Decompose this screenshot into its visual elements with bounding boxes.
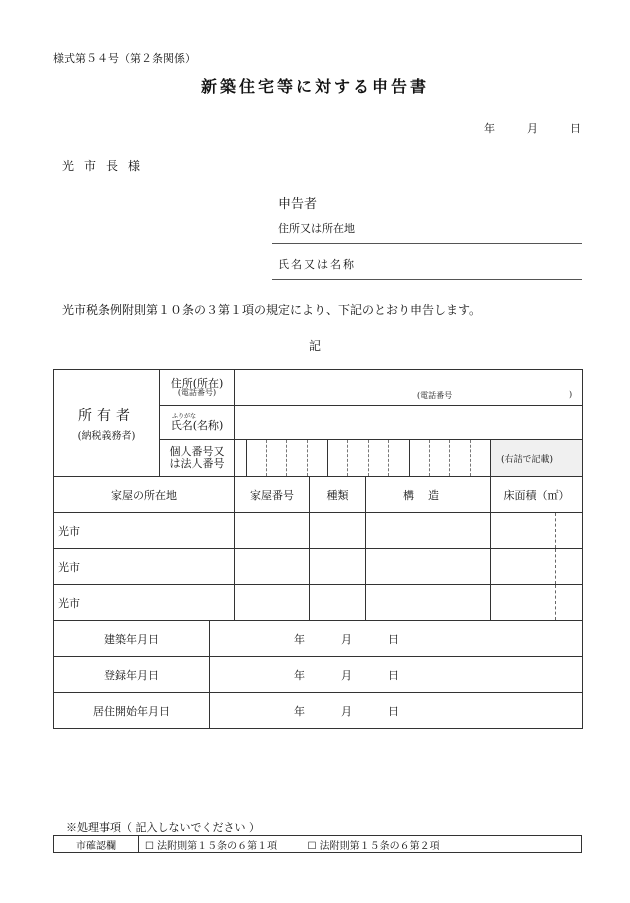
location-cell[interactable]: 光市 [54,585,235,621]
id-note-cell [491,440,583,477]
house-number-cell[interactable] [235,513,310,549]
table-row [54,513,583,549]
confirm-label: 市確認欄 [54,836,139,853]
date-row [54,621,583,657]
page-title: 新築住宅等に対する申告書 [200,77,429,96]
phone-field-label: (電話番号 [417,390,453,400]
id-number-label-cell [160,440,235,477]
owner-address-label: 住所(所在) [170,376,224,390]
date-month-label: 月 [341,668,352,682]
date-day-label: 日 [388,704,399,718]
header-floor-area: 床面積（㎡） [491,477,583,513]
type-cell[interactable] [310,549,366,585]
date-label: 建築年月日 [54,621,210,657]
applicant-name-line[interactable] [272,279,582,280]
date-month-label: 月 [341,632,352,646]
date-day-label: 日 [388,632,399,646]
date-month: 月 [527,122,538,135]
applicant-address-line[interactable] [272,243,582,244]
floor-area-decimal-cell[interactable] [556,585,583,621]
header-location: 家屋の所在地 [54,477,235,513]
owner-label-cell [54,370,160,477]
date-label: 居住開始年月日 [54,693,210,729]
applicant-name-label: 氏名又は名称 [278,258,356,271]
ki-heading: 記 [308,339,321,353]
declaration-text: 光市税条例附則第１０条の３第１項の規定により、下記のとおり申告します。 [62,303,482,317]
owner-address-label-cell [160,370,235,406]
owner-name-label-cell [160,406,235,440]
processing-note: ※処理事項（ 記入しないでください ） [66,821,260,834]
floor-area-cell[interactable] [491,549,556,585]
owner-name-label: 氏名(名称) [170,418,224,432]
table-row [54,585,583,621]
id-label-2: は法人番号 [169,457,225,470]
addressee: 光市長様 [62,159,151,173]
date-row [54,693,583,729]
id-label-1: 個人番号又 [169,445,225,459]
date-day: 日 [570,122,581,135]
owner-phone-label: (電話番号) [177,388,217,398]
floor-area-decimal-cell[interactable] [556,513,583,549]
header-house-number: 家屋番号 [235,477,310,513]
date-year-label: 年 [294,668,305,682]
structure-cell[interactable] [366,549,491,585]
date-month-label: 月 [341,704,352,718]
house-number-cell[interactable] [235,549,310,585]
structure-cell[interactable] [366,585,491,621]
main-form-table [53,369,583,729]
header-type: 種類 [310,477,366,513]
date-input[interactable] [210,693,583,729]
form-number: 様式第５４号（第２条関係） [53,52,196,65]
phone-field-close: ) [568,389,573,399]
house-number-cell[interactable] [235,585,310,621]
processing-table [53,835,582,853]
floor-area-cell[interactable] [491,513,556,549]
id-number-boxes[interactable] [235,440,491,477]
date-input[interactable] [210,657,583,693]
floor-area-decimal-cell[interactable] [556,549,583,585]
owner-sublabel: (納税義務者) [77,430,136,442]
date-row [54,657,583,693]
location-cell[interactable]: 光市 [54,513,235,549]
date-input[interactable] [210,621,583,657]
date-label: 登録年月日 [54,657,210,693]
option-clause-2[interactable]: ☐ 法附則第１５条の６第２項 [307,840,440,852]
floor-area-cell[interactable] [491,585,556,621]
applicant-heading: 申告者 [278,197,318,212]
id-note: (右詰で記載) [501,454,554,465]
owner-label: 所有者 [78,407,135,424]
table-row [54,549,583,585]
applicant-address-label: 住所又は所在地 [278,222,355,235]
option-clause-1[interactable]: ☐ 法附則第１５条の６第１項 [145,840,278,852]
owner-name-input[interactable] [235,406,583,440]
date-year-label: 年 [294,632,305,646]
date-year-label: 年 [294,704,305,718]
date-day-label: 日 [388,668,399,682]
location-cell[interactable]: 光市 [54,549,235,585]
owner-address-input[interactable] [235,370,583,406]
header-structure: 構造 [366,477,491,513]
furigana-label: ふりがな [172,412,197,420]
processing-options [139,836,582,853]
type-cell[interactable] [310,513,366,549]
date-year: 年 [484,122,495,135]
type-cell[interactable] [310,585,366,621]
structure-cell[interactable] [366,513,491,549]
